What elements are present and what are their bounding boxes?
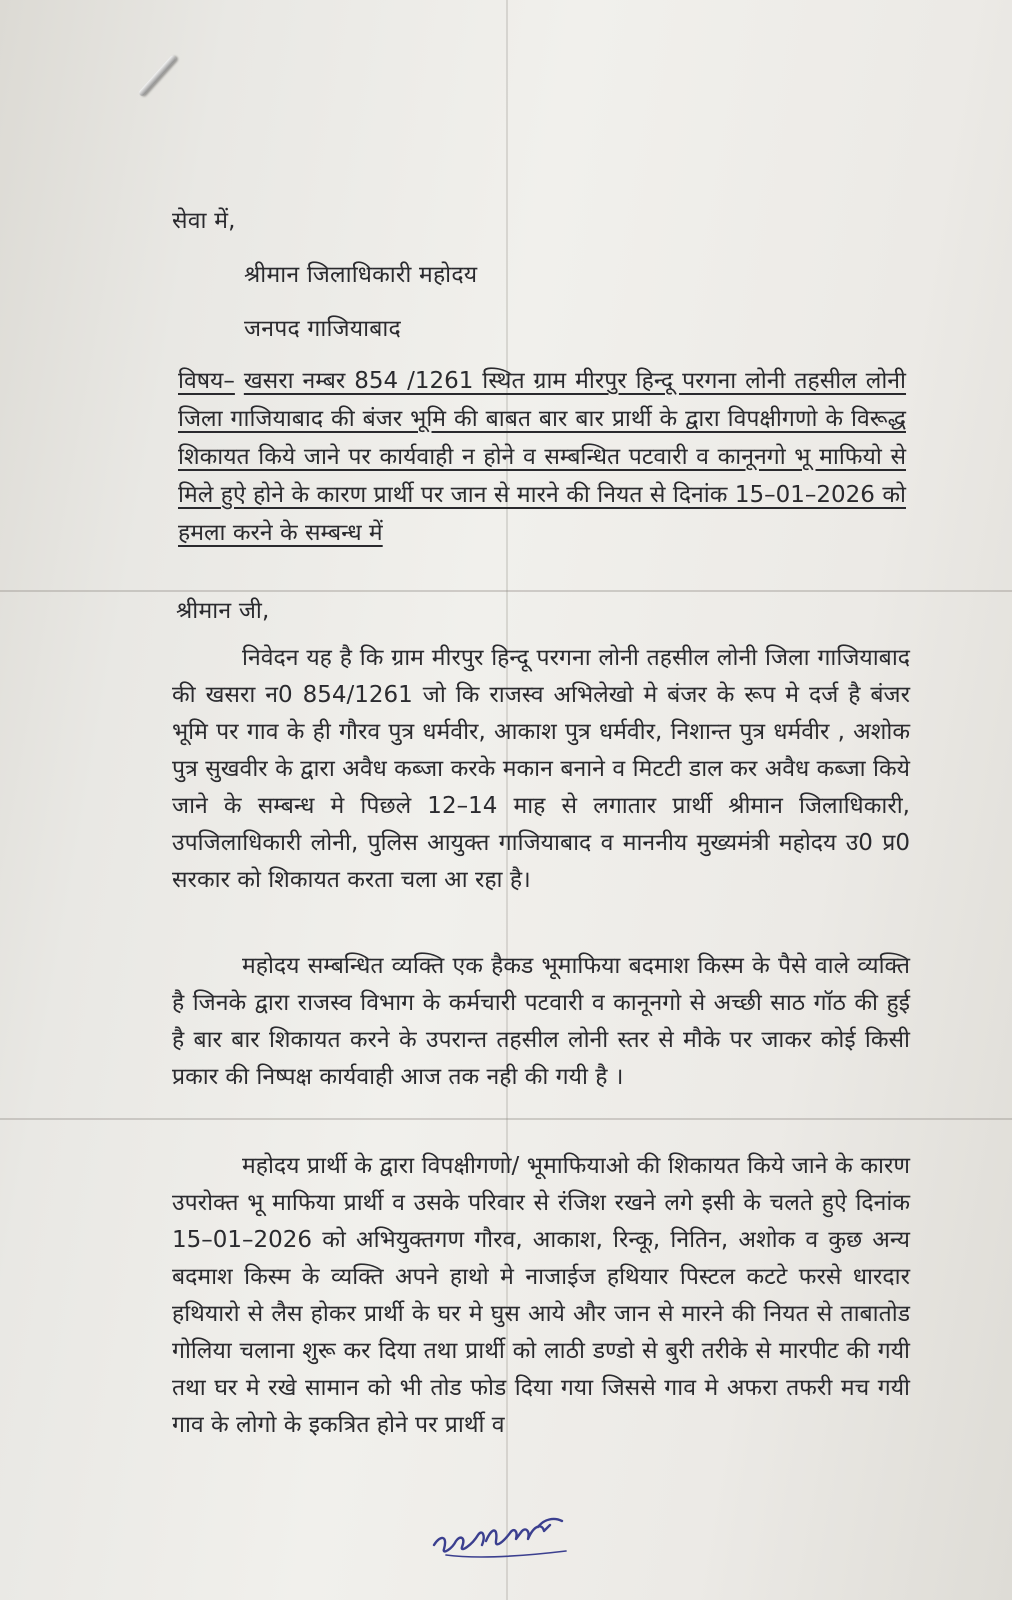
- staple-pin-icon: [138, 54, 177, 97]
- subject-text: खसरा नम्बर 854 /1261 स्थित ग्राम मीरपुर हिन्दू परगना लोनी तहसील लोनी जिला गाजियाबाद की बंजर भूमि की बाबत बार बार प्रार्थी के द्वारा विपक्षीगणो के विरूद्ध शिकायत किये जाने पर कार्यवाही न होने व सम्बन्धित पटवारी व कानूनगो भू माफियो से मिले हुऐ होने के कारण प्रार्थी पर जान से मारने की नियत से दिनांक 15–01–2026 को हमला करने के सम्बन्ध में: [178, 368, 907, 546]
- subject-label: विषय–: [178, 368, 235, 394]
- greeting: श्रीमान जी,: [176, 598, 270, 624]
- addressee-district: जनपद गाजियाबाद: [244, 316, 401, 342]
- body-paragraph-1: निवेदन यह है कि ग्राम मीरपुर हिन्दू परगना लोनी तहसील लोनी जिला गाजियाबाद की खसरा न0 854/1261 जो कि राजस्व अभिलेखो मे बंजर के रूप मे दर्ज है बंजर भूमि पर गाव के ही गौरव पुत्र धर्मवीर, आकाश पुत्र धर्मवीर, निशान्त पुत्र धर्मवीर , अशोक पुत्र सुखवीर के द्वारा अवैध कब्जा करके मकान बनाने व मिटटी डाल कर अवैध कब्जा किये जाने के सम्बन्ध मे पिछले 12–14 माह से लगातार प्रार्थी श्रीमान जिलाधिकारी, उपजिलाधिकारी लोनी, पुलिस आयुक्त गाजियाबाद व माननीय मुख्यमंत्री महोदय उ0 प्र0 सरकार को शिकायत करता चला आ रहा है।: [172, 645, 910, 893]
- addressee-line: श्रीमान जिलाधिकारी महोदय: [244, 262, 478, 288]
- body-paragraph-3: महोदय प्रार्थी के द्वारा विपक्षीगणो/ भूमाफियाओ की शिकायत किये जाने के कारण उपरोक्त भू माफिया प्रार्थी व उसके परिवार से रंजिश रखने लगे इसी के चलते हुऐ दिनांक 15–01–2026 को अभियुक्तगण गौरव, आकाश, रिन्कू, नितिन, अशोक व कुछ अन्य बदमाश किस्म के व्यक्ति अपने हाथो मे नाजाईज हथियार पिस्टल कटटे फरसे धारदार हथियारो से लैस होकर प्रार्थी के घर मे घुस आये और जान से मारने की नियत से ताबातोड गोलिया चलाना शुरू कर दिया तथा प्रार्थी को लाठी डण्डो से बुरी तरीके से मारपीट की गयी तथा घर मे रखे सामान को भी तोड फोड दिया गया जिससे गाव मे अफरा तफरी मच गयी गाव के लोगो के इकत्रित होने पर प्रार्थी व: [172, 1153, 910, 1438]
- salutation: सेवा में,: [172, 208, 236, 234]
- signature-icon: [426, 1505, 576, 1565]
- subject-block: [178, 362, 906, 552]
- body-paragraph-2: महोदय सम्बन्धित व्यक्ति एक हैकड भूमाफिया बदमाश किस्म के पैसे वाले व्यक्ति है जिनके द्वारा राजस्व विभाग के कर्मचारी पटवारी व कानूनगो से अच्छी साठ गॉठ की हुई है बार बार शिकायत करने के उपरान्त तहसील लोनी स्तर से मौके पर जाकर कोई किसी प्रकार की निष्पक्ष कार्यवाही आज तक नही की गयी है ।: [172, 953, 910, 1090]
